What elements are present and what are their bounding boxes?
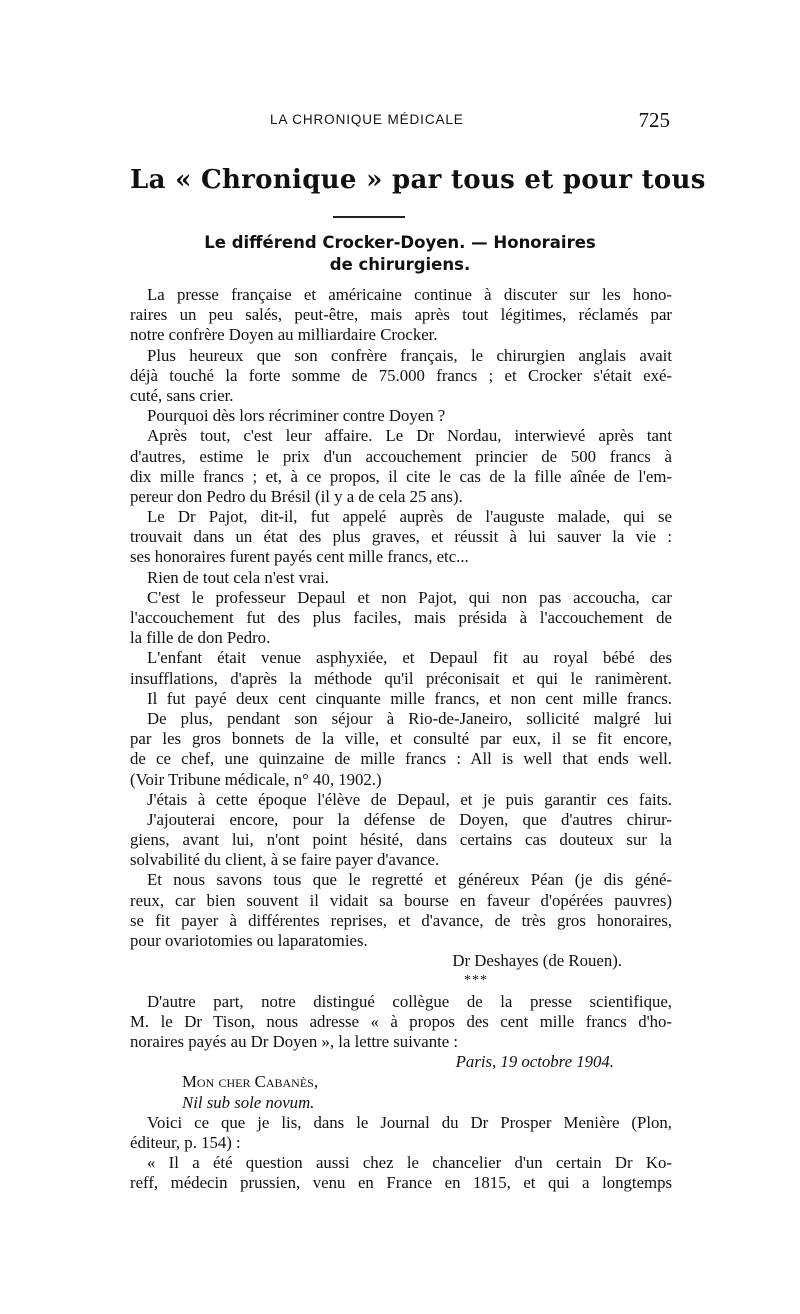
article-title-line: Le différend Crocker-Doyen. — Honoraires [204,233,596,252]
text-line: noraires payés au Dr Doyen », la lettre suivante : [130,1031,459,1051]
text-line: D'autre part, notre distingué collègue de la presse scientifique, [147,991,672,1011]
text-line: Voici ce que je lis, dans le Journal du Dr Prosper Menière (Plon, [147,1112,672,1132]
running-title: LA CHRONIQUE MÉDICALE [270,112,464,127]
text-line: reux, car bien souvent il vidait sa bourse en faveur d'opérées pauvres) [130,890,672,910]
page-number: 725 [638,108,670,132]
letter-motto: Nil sub sole novum. [182,1092,315,1112]
text-line: De plus, pendant son séjour à Rio-de-Janeiro, sollicité malgré lui [147,708,672,728]
asterism: *** [464,973,488,989]
text-line: Rien de tout cela n'est vrai. [147,567,329,587]
text-line: se fit payer à différentes reprises, et d'avance, de très gros honoraires, [130,910,672,930]
text-line: J'étais à cette époque l'élève de Depaul, et je puis garantir ces faits. [147,789,672,809]
text-line: déjà touché la forte somme de 75.000 francs ; et Crocker s'était exé- [130,365,672,385]
text-line: Pourquoi dès lors récriminer contre Doyen ? [147,406,446,426]
text-line: de ce chef, une quinzaine de mille francs : All is well that ends well. [130,749,672,769]
article-title [130,232,670,276]
section-title: La « Chronique » par tous et pour tous [130,165,706,195]
text-line: (Voir Tribune médicale, n° 40, 1902.) [130,769,382,789]
article-title-line: de chirurgiens. [329,255,471,274]
text-line: par les gros bonnets de la ville, et consulté par eux, il se fit encore, [130,729,672,749]
text-line: reff, médecin prussien, venu en France en 1815, et qui a longtemps [130,1173,672,1193]
text-line: notre confrère Doyen au milliardaire Crocker. [130,325,438,345]
signature: Dr Deshayes (de Rouen). [452,951,622,971]
text-line: La presse française et américaine continue à discuter sur les hono- [147,285,672,304]
text-line: insufflations, d'après la méthode qu'il préconisait et qui le ranimèrent. [130,668,672,688]
text-line: l'accouchement fut des plus faciles, mais présida à l'accouchement de [130,608,672,627]
text-line: raires un peu salés, peut-être, mais après tout légitimes, réclamés par [130,305,672,325]
text-line: « Il a été question aussi chez le chancelier d'un certain Dr Ko- [147,1153,672,1173]
text-line: éditeur, p. 154) : [130,1132,241,1152]
text-line: solvabilité du client, à se faire payer d'avance. [130,850,440,870]
text-line: trouvait dans un état des plus graves, et réussit à lui sauver la vie : [130,527,672,547]
text-line: cuté, sans crier. [130,385,234,405]
text-line: pereur don Pedro du Brésil (il y a de cela 25 ans). [130,486,463,506]
text-line: d'autres, estime le prix d'un accouchement princier de 500 francs à [130,446,672,466]
text-line: la fille de don Pedro. [130,628,271,648]
text-line: Le Dr Pajot, dit-il, fut appelé auprès de l'auguste malade, qui se [147,507,672,527]
text-line: Plus heureux que son confrère français, le chirurgien anglais avait [147,345,672,365]
text-line: giens, avant lui, n'ont point hésité, dans certains cas douteux sur la [130,830,672,850]
text-line: ses honoraires furent payés cent mille francs, etc... [130,547,469,567]
text-line: Et nous savons tous que le regretté et généreux Péan (je dis géné- [147,870,672,890]
article-body [130,285,672,1193]
running-head [130,108,670,134]
letter-salutation: Mon cher Cabanès, [182,1072,319,1092]
letter-date: Paris, 19 octobre 1904. [455,1052,614,1072]
text-line: Il fut payé deux cent cinquante mille francs, et non cent mille francs. [147,688,672,708]
text-line: pour ovariotomies ou laparatomies. [130,931,368,950]
text-line: dix mille francs ; et, à ce propos, il cite le cas de la fille aînée de l'em- [130,466,672,486]
title-rule [333,216,405,218]
text-line: J'ajouterai encore, pour la défense de Doyen, que d'autres chirur- [147,809,672,829]
text-line: Après tout, c'est leur affaire. Le Dr Nordau, interwievé après tant [147,426,672,446]
text-line: C'est le professeur Depaul et non Pajot, qui non pas accoucha, car [147,587,672,607]
text-line: M. le Dr Tison, nous adresse « à propos des cent mille francs d'ho- [130,1011,672,1031]
text-line: L'enfant était venue asphyxiée, et Depaul fit au royal bébé des [147,648,672,668]
